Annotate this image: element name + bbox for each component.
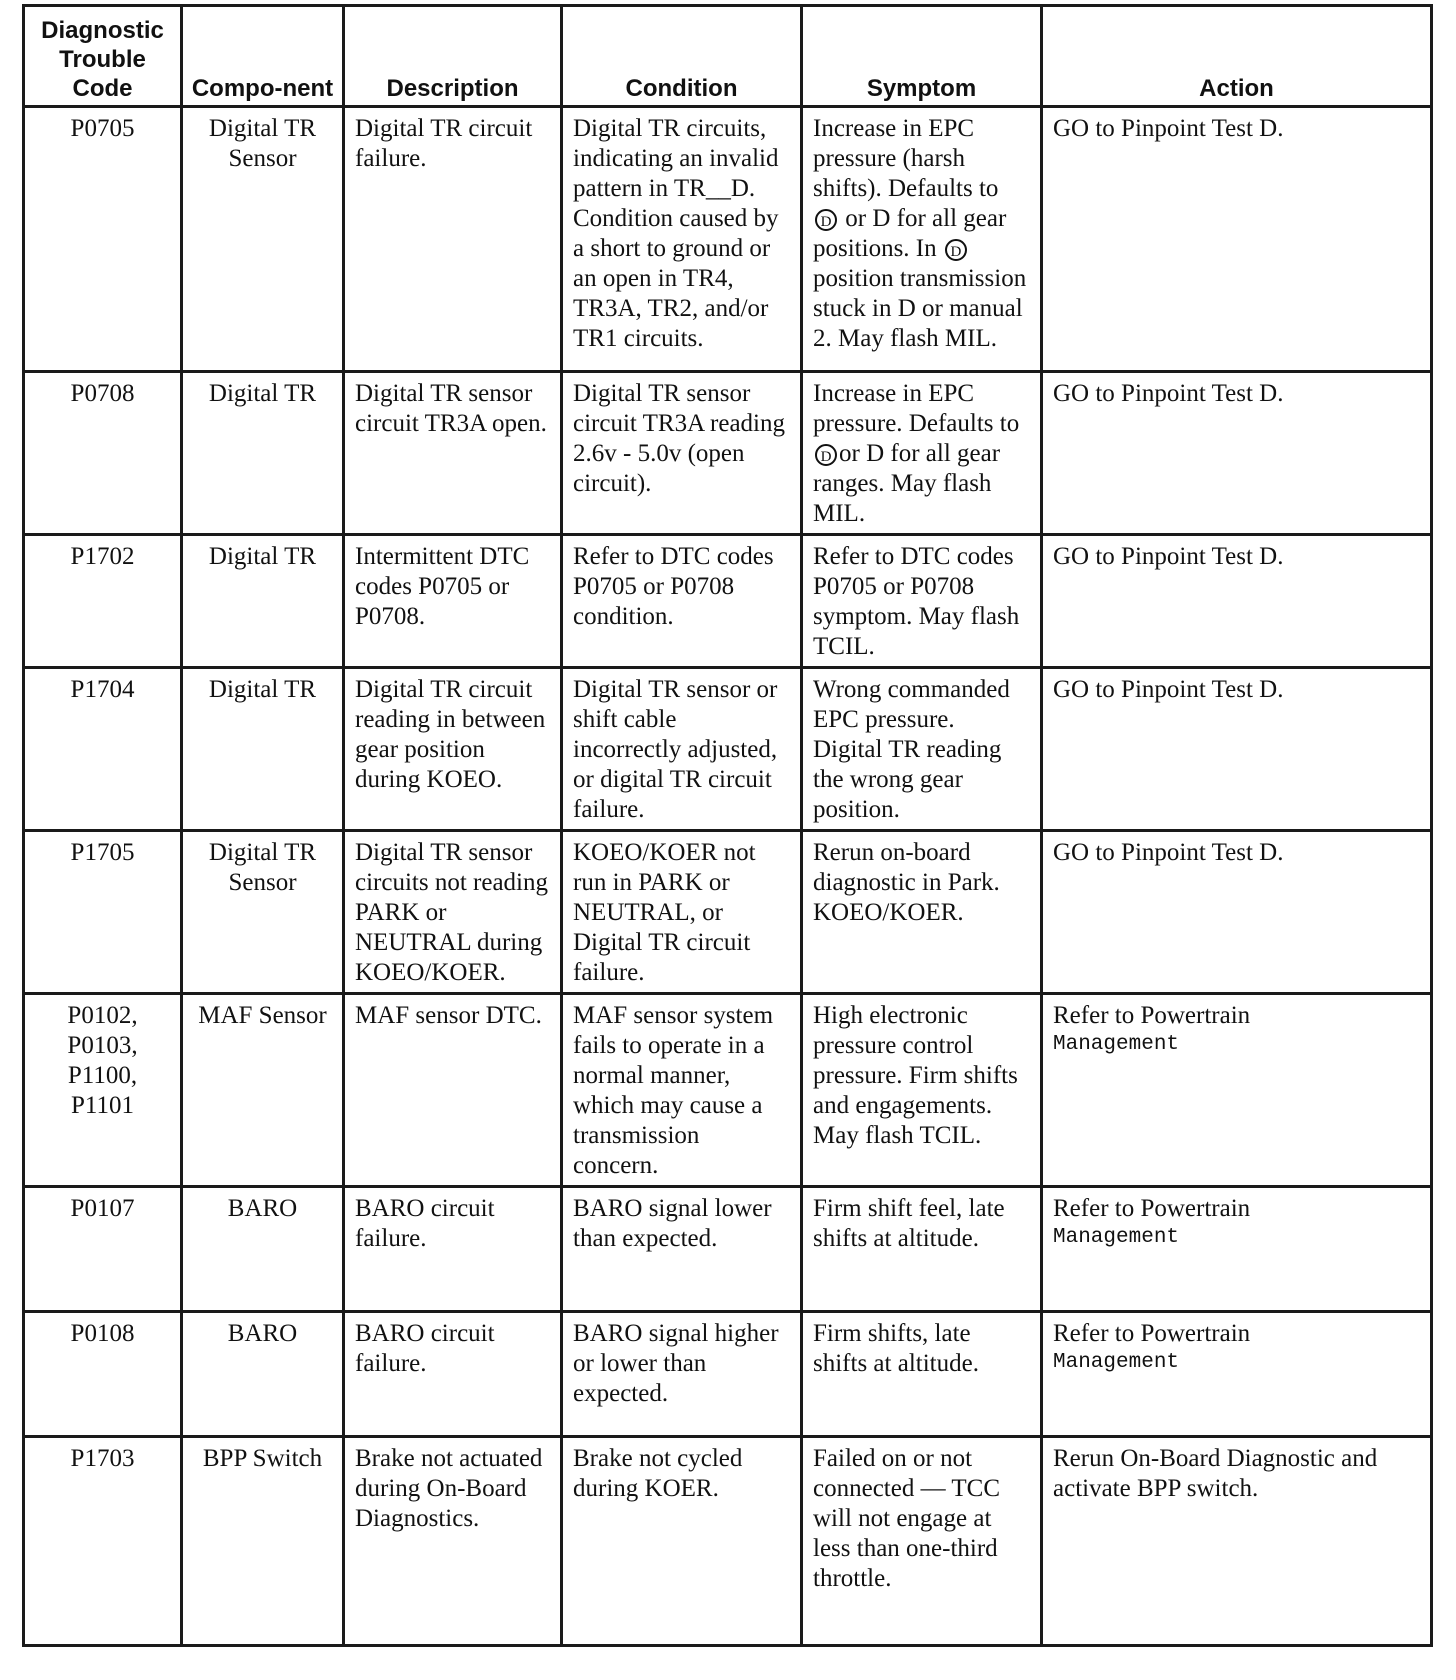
cell-symptom: Firm shift feel, late shifts at altitude.: [802, 1187, 1042, 1312]
action-text: Refer to Powertrain: [1053, 1002, 1251, 1029]
cell-action: [1042, 994, 1432, 1187]
action-text-mono: Management: [1053, 1226, 1180, 1249]
cell-component: Digital TR: [182, 668, 344, 831]
table-row: [24, 372, 1432, 535]
action-text: Refer to Powertrain: [1053, 1195, 1251, 1222]
symptom-text: or D for all gear ranges. May flash MIL.: [813, 440, 1001, 527]
cell-code: P1703: [24, 1437, 182, 1646]
header-component: Compo-nent: [182, 6, 344, 107]
circled-d-icon: D: [815, 444, 837, 466]
cell-component: BPP Switch: [182, 1437, 344, 1646]
cell-condition: Brake not cycled during KOER.: [562, 1437, 802, 1646]
action-text-mono: Management: [1053, 1033, 1180, 1056]
cell-description: Digital TR circuit failure.: [344, 107, 562, 372]
cell-component: Digital TR: [182, 372, 344, 535]
action-text: Refer to Powertrain: [1053, 1320, 1251, 1347]
cell-symptom: Wrong commanded EPC pressure. Digital TR reading the wrong gear position.: [802, 668, 1042, 831]
cell-component: Digital TR Sensor: [182, 831, 344, 994]
cell-action: GO to Pinpoint Test D.: [1042, 535, 1432, 668]
table-row: [24, 535, 1432, 668]
cell-condition: Digital TR sensor circuit TR3A reading 2.6v - 5.0v (open circuit).: [562, 372, 802, 535]
dtc-table: [22, 4, 1433, 1647]
cell-action: GO to Pinpoint Test D.: [1042, 372, 1432, 535]
cell-component: Digital TR: [182, 535, 344, 668]
cell-action: Rerun On-Board Diagnostic and activate BPP switch.: [1042, 1437, 1432, 1646]
cell-component: Digital TR Sensor: [182, 107, 344, 372]
cell-action: [1042, 1312, 1432, 1437]
cell-action: GO to Pinpoint Test D.: [1042, 831, 1432, 994]
cell-symptom: [802, 372, 1042, 535]
cell-code: P1702: [24, 535, 182, 668]
cell-description: Brake not actuated during On-Board Diagnostics.: [344, 1437, 562, 1646]
table-row: [24, 1312, 1432, 1437]
table-row: [24, 1187, 1432, 1312]
header-symptom: Symptom: [802, 6, 1042, 107]
dtc-page: [22, 4, 1433, 1647]
cell-symptom: Refer to DTC codes P0705 or P0708 symptom. May flash TCIL.: [802, 535, 1042, 668]
symptom-text: Increase in EPC pressure. Defaults to: [813, 380, 1020, 437]
table-row: [24, 994, 1432, 1187]
cell-code: P1705: [24, 831, 182, 994]
cell-condition: Digital TR circuits, indicating an invalid pattern in TR__D. Condition caused by a short to ground or an open in TR4, TR3A, TR2, and/or TR1 circuits.: [562, 107, 802, 372]
cell-action: GO to Pinpoint Test D.: [1042, 107, 1432, 372]
cell-component: BARO: [182, 1312, 344, 1437]
table-row: [24, 107, 1432, 372]
cell-description: Digital TR sensor circuits not reading PARK or NEUTRAL during KOEO/KOER.: [344, 831, 562, 994]
cell-component: BARO: [182, 1187, 344, 1312]
cell-component: MAF Sensor: [182, 994, 344, 1187]
cell-action: GO to Pinpoint Test D.: [1042, 668, 1432, 831]
cell-symptom: Firm shifts, late shifts at altitude.: [802, 1312, 1042, 1437]
cell-description: MAF sensor DTC.: [344, 994, 562, 1187]
cell-code: P0708: [24, 372, 182, 535]
table-row: [24, 1437, 1432, 1646]
cell-condition: BARO signal lower than expected.: [562, 1187, 802, 1312]
cell-symptom: High electronic pressure control pressure. Firm shifts and engagements. May flash TCIL.: [802, 994, 1042, 1187]
cell-symptom: Failed on or not connected — TCC will not engage at less than one-third throttle.: [802, 1437, 1042, 1646]
symptom-text: position transmission stuck in D or manual 2. May flash MIL.: [813, 265, 1027, 352]
cell-code: P0102, P0103, P1100, P1101: [24, 994, 182, 1187]
symptom-text: or D for all gear positions. In: [813, 205, 1007, 262]
cell-condition: KOEO/KOER not run in PARK or NEUTRAL, or Digital TR circuit failure.: [562, 831, 802, 994]
cell-description: Digital TR sensor circuit TR3A open.: [344, 372, 562, 535]
header-code: Diagnostic Trouble Code: [24, 6, 182, 107]
symptom-text: Increase in EPC pressure (harsh shifts). Defaults to: [813, 115, 999, 202]
header-row: [24, 6, 1432, 107]
header-description: Description: [344, 6, 562, 107]
cell-description: Digital TR circuit reading in between gear position during KOEO.: [344, 668, 562, 831]
header-condition: Condition: [562, 6, 802, 107]
cell-action: [1042, 1187, 1432, 1312]
cell-condition: Refer to DTC codes P0705 or P0708 condition.: [562, 535, 802, 668]
cell-description: Intermittent DTC codes P0705 or P0708.: [344, 535, 562, 668]
cell-code: P0107: [24, 1187, 182, 1312]
circled-d-icon: D: [945, 239, 967, 261]
table-row: [24, 831, 1432, 994]
cell-condition: MAF sensor system fails to operate in a normal manner, which may cause a transmission concern.: [562, 994, 802, 1187]
cell-condition: Digital TR sensor or shift cable incorrectly adjusted, or digital TR circuit failure.: [562, 668, 802, 831]
action-text-mono: Management: [1053, 1351, 1180, 1374]
cell-code: P1704: [24, 668, 182, 831]
cell-code: P0705: [24, 107, 182, 372]
cell-condition: BARO signal higher or lower than expected.: [562, 1312, 802, 1437]
header-action: Action: [1042, 6, 1432, 107]
circled-d-icon: D: [815, 209, 837, 231]
cell-symptom: [802, 107, 1042, 372]
cell-code: P0108: [24, 1312, 182, 1437]
cell-description: BARO circuit failure.: [344, 1312, 562, 1437]
cell-symptom: Rerun on-board diagnostic in Park. KOEO/KOER.: [802, 831, 1042, 994]
cell-description: BARO circuit failure.: [344, 1187, 562, 1312]
table-row: [24, 668, 1432, 831]
